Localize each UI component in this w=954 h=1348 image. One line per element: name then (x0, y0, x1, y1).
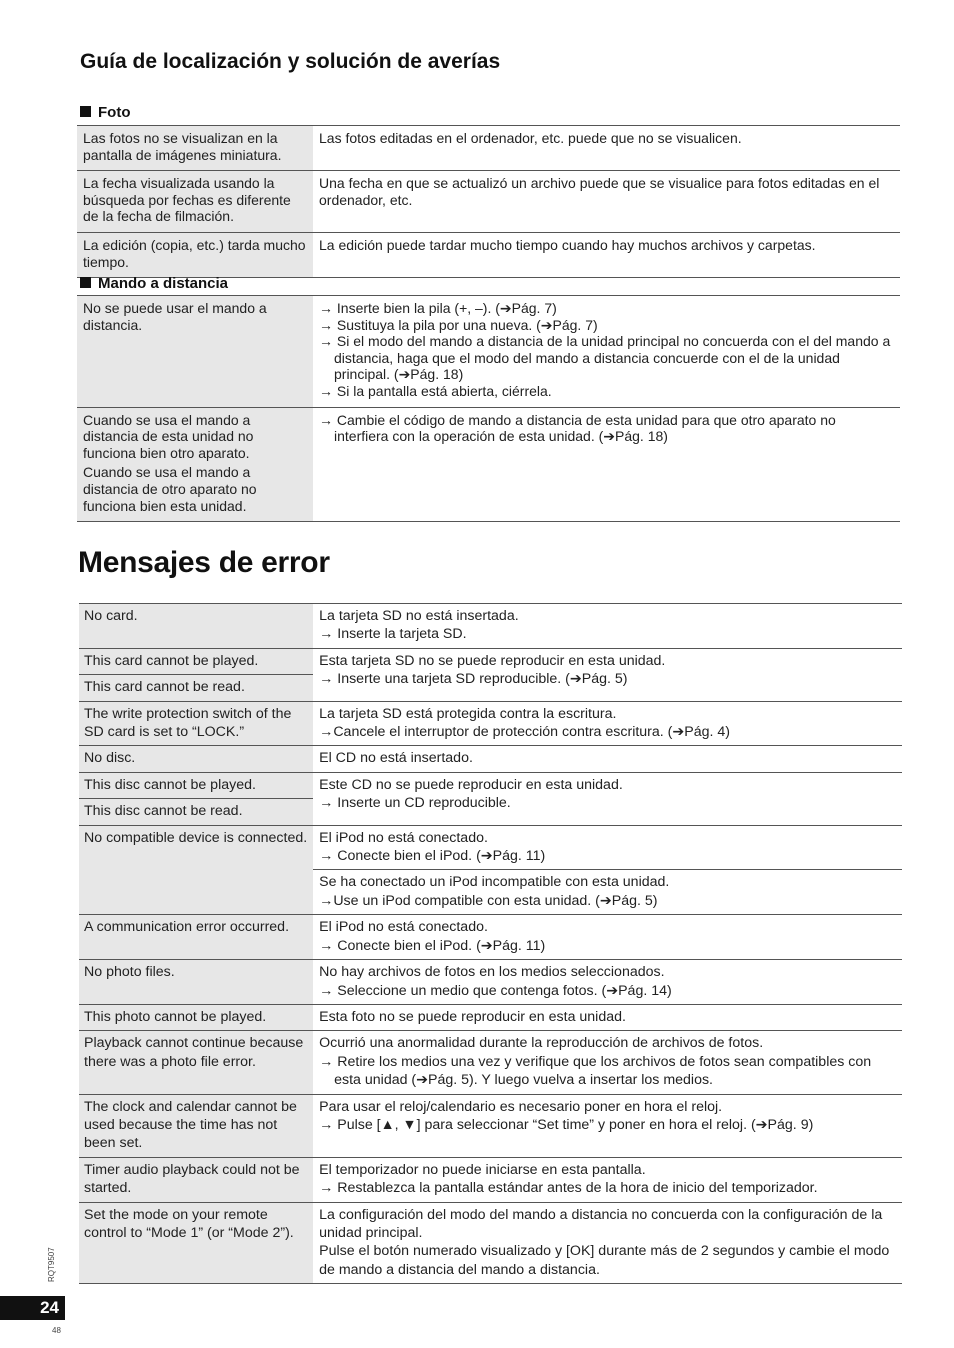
table-row (79, 1202, 902, 1284)
error-message-cell: This card cannot be read. (79, 675, 313, 701)
error-solution-cell: El CD no está insertado. (313, 746, 902, 772)
solution-cell (313, 296, 900, 408)
solution-line: La configuración del modo del mando a distancia no concuerda con la configuración de la unidad principal. (319, 1206, 883, 1241)
error-message-cell: No card. (79, 604, 313, 649)
error-solution-cell (313, 960, 902, 1005)
solution-line: Se ha conectado un iPod incompatible con esta unidad. (319, 874, 670, 891)
table-row (79, 1004, 902, 1030)
error-message-cell: Set the mode on your remote control to “Mode 1” (or “Mode 2”). (79, 1202, 313, 1284)
table-row (79, 648, 902, 674)
table-row (77, 232, 900, 277)
solution-line: Pulse el botón numerado visualizado y [OK] durante más de 2 segundos y cambie el modo de mando a distancia del mando a distancia. (319, 1243, 890, 1278)
solution-line: →Use un iPod compatible con esta unidad. (➔Pág. 5) (319, 892, 658, 909)
error-solution-cell (313, 1157, 902, 1202)
troubleshooting-heading: Guía de localización y solución de averías (80, 50, 501, 73)
remote-table (77, 295, 900, 522)
problem-cell (77, 407, 313, 522)
solution-line: El iPod no está conectado. (319, 829, 488, 846)
error-solution-cell (313, 648, 902, 701)
solution-line: → Inserte una tarjeta SD reproducible. (➔Pág. 5) (319, 671, 628, 688)
error-message-cell: The write protection switch of the SD card is set to “LOCK.” (79, 701, 313, 746)
table-row (79, 960, 902, 1005)
photo-title-text: Foto (98, 104, 131, 121)
table-row (79, 604, 902, 649)
solution-line: → Conecte bien el iPod. (➔Pág. 11) (319, 937, 546, 954)
solution-line: La tarjeta SD no está insertada. (319, 608, 519, 624)
solution-line: El temporizador no puede iniciarse en esta pantalla. (319, 1161, 646, 1178)
solution-line: → Si el modo del mando a distancia de la unidad principal no concuerda con el del mando a distancia, haga que el modo del mando a distancia concuerde con el de la unidad principal. (➔Pág. 18) (319, 333, 891, 383)
solution-line: → Pulse [▲, ▼] para seleccionar “Set time” y poner en hora el reloj. (➔Pág. 9) (319, 1116, 814, 1133)
page-number: 24 (40, 1298, 59, 1317)
error-solution-cell (313, 1031, 902, 1094)
error-message-cell: Playback cannot continue because there was a photo file error. (79, 1031, 313, 1094)
remote-title-text: Mando a distancia (98, 275, 229, 292)
square-bullet-icon (80, 277, 91, 288)
table-row (77, 407, 900, 522)
error-message-cell: No photo files. (79, 960, 313, 1005)
error-message-cell: This disc cannot be read. (79, 799, 313, 825)
table-row (79, 772, 902, 798)
solution-line: → Sustituya la pila por una nueva. (➔Pág. 7) (319, 316, 598, 333)
problem-cell: Las fotos no se visualizan en la pantalla de imágenes miniatura. (77, 126, 313, 171)
error-solution-cell: Esta foto no se puede reproducir en esta unidad. (313, 1004, 902, 1030)
error-solution-cell (313, 915, 902, 960)
solution-line: La tarjeta SD está protegida contra la escritura. (319, 705, 617, 722)
photo-section-title (80, 104, 130, 121)
solution-line: Esta tarjeta SD no se puede reproducir en esta unidad. (319, 652, 666, 669)
error-message-cell: This disc cannot be played. (79, 772, 313, 798)
problem-text: Cuando se usa el mando a distancia de esta unidad no funciona bien otro aparato. (83, 411, 254, 461)
error-solution-cell (313, 701, 902, 746)
solution-line: → Cambie el código de mando a distancia de esta unidad para que otro aparato no interfiera con la operación de esta unidad. (➔Pág. 18) (319, 411, 836, 445)
square-bullet-icon (80, 106, 91, 117)
solution-cell: Una fecha en que se actualizó un archivo puede que se visualice para fotos editadas en el ordenador, etc. (313, 171, 900, 233)
table-row (77, 126, 900, 171)
solution-line: → Inserte un CD reproducible. (319, 795, 511, 812)
table-row (79, 825, 902, 870)
solution-line: → Retire los medios una vez y verifique que los archivos de fotos sean compatibles con esta unidad (➔Pág. 5). Y luego vuelva a insertar los medios. (319, 1053, 872, 1089)
solution-line: No hay archivos de fotos en los medios seleccionados. (319, 964, 665, 981)
solution-line: →Cancele el interruptor de protección contra escritura. (➔Pág. 4) (319, 724, 731, 741)
error-messages-heading: Mensajes de error (78, 546, 330, 579)
error-message-cell: No compatible device is connected. (79, 825, 313, 915)
problem-cell: La fecha visualizada usando la búsqueda por fechas es diferente de la fecha de filmación. (77, 171, 313, 233)
error-solution-cell (313, 772, 902, 825)
table-row (79, 746, 902, 772)
error-table (79, 603, 902, 1284)
solution-line: Para usar el reloj/calendario es necesario poner en hora el reloj. (319, 1098, 723, 1115)
small-page-number: 48 (52, 1326, 61, 1335)
problem-cell: La edición (copia, etc.) tarda mucho tiempo. (77, 232, 313, 277)
table-row (79, 915, 902, 960)
problem-text: Cuando se usa el mando a distancia de otro aparato no funciona bien esta unidad. (83, 464, 257, 514)
error-solution-cell (313, 604, 902, 649)
solution-cell: Las fotos editadas en el ordenador, etc. puede que no se visualicen. (313, 126, 900, 171)
solution-line: → Restablezca la pantalla estándar antes de la hora de inicio del temporizador. (319, 1180, 818, 1197)
error-solution-cell (313, 825, 902, 870)
solution-line: Ocurrió una anormalidad durante la reproducción de archivos de fotos. (319, 1035, 764, 1052)
error-message-cell: This card cannot be played. (79, 648, 313, 674)
solution-line: Este CD no se puede reproducir en esta unidad. (319, 776, 623, 793)
solution-line: → Conecte bien el iPod. (➔Pág. 11) (319, 848, 546, 865)
solution-line: El iPod no está conectado. (319, 919, 488, 936)
solution-line: → Seleccione un medio que contenga fotos. (➔Pág. 14) (319, 982, 672, 999)
error-message-cell: No disc. (79, 746, 313, 772)
table-row (77, 171, 900, 233)
solution-cell: La edición puede tardar mucho tiempo cuando hay muchos archivos y carpetas. (313, 232, 900, 277)
table-row (79, 1094, 902, 1157)
problem-cell: No se puede usar el mando a distancia. (77, 296, 313, 408)
table-row (79, 1031, 902, 1094)
error-solution-cell (313, 1094, 902, 1157)
table-row (79, 701, 902, 746)
error-message-cell: This photo cannot be played. (79, 1004, 313, 1030)
solution-line: → Inserte bien la pila (+, –). (➔Pág. 7) (319, 300, 557, 316)
error-solution-cell (313, 870, 902, 915)
error-message-cell: A communication error occurred. (79, 915, 313, 960)
page-number-box (0, 1296, 65, 1320)
solution-cell (313, 407, 900, 522)
error-message-cell: Timer audio playback could not be started. (79, 1157, 313, 1202)
table-row (79, 1157, 902, 1202)
table-row (77, 296, 900, 408)
remote-section-title (80, 275, 228, 292)
photo-table (77, 125, 900, 278)
document-code: RQT9507 (47, 1247, 56, 1282)
solution-line: → Si la pantalla está abierta, ciérrela. (319, 382, 552, 399)
error-message-cell: The clock and calendar cannot be used because the time has not been set. (79, 1094, 313, 1157)
solution-line: → Inserte la tarjeta SD. (319, 626, 467, 643)
error-solution-cell (313, 1202, 902, 1284)
